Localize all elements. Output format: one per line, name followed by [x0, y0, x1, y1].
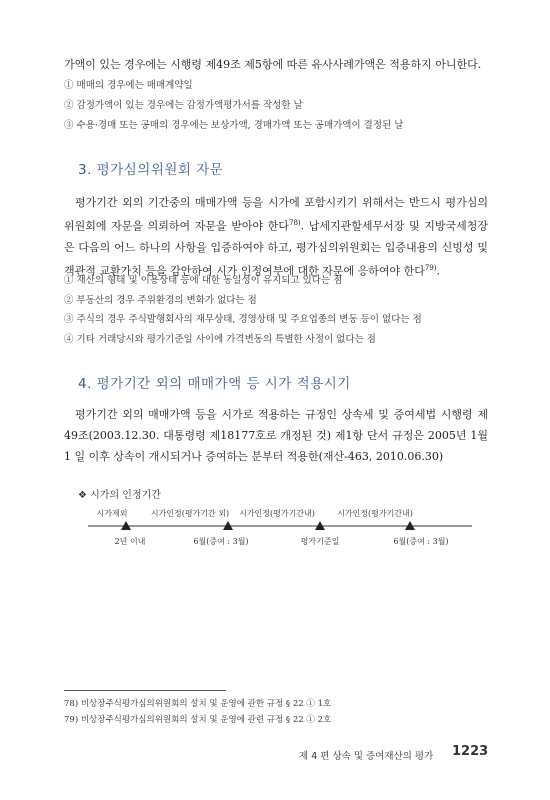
list-item: ① 매매의 경우에는 매매계약일 [64, 80, 193, 91]
footnote-ref: 78) [288, 219, 301, 227]
footnote: 79) 비상장주식평가심의위원회의 설치 및 운영에 관련 규정 § 22 ① 2호 [64, 715, 332, 725]
para-line: . [436, 264, 441, 278]
timeline-top-label: 시가제외 [96, 509, 128, 518]
footnote-divider [64, 690, 226, 691]
list-item: ④ 기타 거래당시와 평가기준일 사이에 가격변동의 특별한 사정이 없다는 점 [64, 334, 376, 345]
timeline-top-label: 시가인정(평가기간 외) [150, 509, 230, 518]
timeline-bottom-label: 평가기준일 [300, 537, 340, 546]
timeline-bottom-label: 2년 이내 [114, 537, 146, 546]
footer-section-title: 제 4 편 상속 및 증여재산의 평가 [299, 751, 434, 762]
intro-paragraph: 가액이 있는 경우에는 시행령 제49조 제5항에 따른 유사사례가액은 적용하지 아니한다. [64, 58, 482, 71]
timeline-top-label: 시가인정(평가기간내) [239, 509, 315, 518]
section-4-heading: 4. 평가기간 외의 매매가액 등 시가 적용시기 [78, 376, 351, 392]
footnote-ref: 79) [424, 263, 437, 272]
para-line: 평가기간 외의 매매가액 등을 시가로 적용하는 규정인 상속세 및 증여세법 시행령 제 [75, 408, 488, 421]
para-line: 위원회에 자문을 의뢰하여 자문을 받아야 한다 [64, 219, 289, 233]
para-line: 및 객관적 교환가치 등을 감안하여 시가 인정여부에 대한 자문에 응하여야 한다 [64, 240, 488, 278]
para-line: 평가기간 외의 기간중의 매매가액 등을 시가에 포함시키기 위해서는 반드시 평가심의 [75, 196, 488, 209]
footnote: 78) 비상장주식평가심의위원회의 설치 및 운영에 관한 규정 § 22 ① 1호 [64, 699, 332, 709]
section-3-heading: 3. 평가심의위원회 자문 [78, 162, 224, 178]
section-4-paragraph [64, 404, 488, 467]
timeline-bottom-label: 6월(증여 : 3월) [393, 537, 449, 546]
para-line: 49조(2003.12.30. 대통령령 제18177호로 개정된 것) 제1항 단서 규정은 2005년 1월 1 [64, 429, 488, 463]
para-line: 일 이후 상속이 개시되거나 증여하는 분부터 적용한(재산-463, 2010.06.30) [74, 450, 444, 463]
page-number: 1223 [452, 744, 489, 759]
timeline-diagram [0, 518, 550, 538]
timeline-top-label: 시가인정(평가기간내) [337, 509, 413, 518]
list-item: ① 재산의 형태 및 이용상태 등에 대한 동일성이 유지되고 있다는 점 [64, 275, 343, 286]
para-line: 은 다음의 어느 하나의 사항을 입증하여야 하고, 평가심의위원회는 입증내용의 신빙성 [64, 240, 474, 254]
list-item: ③ 주식의 경우 주식발행회사의 재무상태, 경영상태 및 주요업종의 변동 등이 없다는 점 [64, 314, 422, 325]
list-item: ② 감정가액이 있는 경우에는 감정가액평가서를 작성한 날 [64, 100, 303, 111]
timeline-bottom-label: 6월(증여 : 3월) [193, 537, 249, 546]
para-line: . 납세지관할세무서장 및 지방국세청장 [300, 219, 488, 233]
timeline-title: ❖ 시가의 인정기간 [78, 490, 161, 501]
list-item: ② 부동산의 경우 주위환경의 변화가 없다는 점 [64, 295, 257, 306]
section-3-paragraph [64, 192, 488, 281]
list-item: ③ 수용·경매 또는 공매의 경우에는 보상가액, 경매가액 또는 공매가액이 결정된 날 [64, 120, 404, 131]
